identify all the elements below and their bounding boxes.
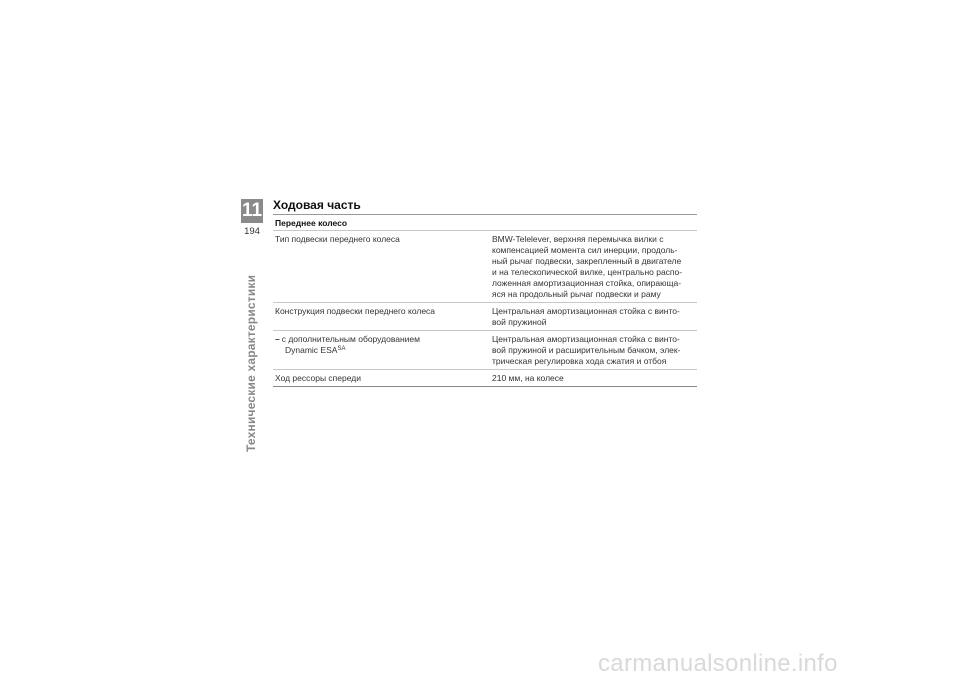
spec-table [273,214,697,387]
row-label [273,334,492,367]
value-line: ложенная амортизационная стойка, опирающа- [492,278,682,288]
value-line: BMW-Telelever, верхняя перемычка вилки с [492,234,664,244]
watermark: carmanualsonline.info [598,650,838,677]
label-line [275,334,492,345]
row-label: Конструкция подвески переднего колеса [275,306,436,316]
chapter-number-badge: 11 [241,200,263,221]
label-text: Dynamic ESA [285,345,338,355]
row-value [492,306,697,328]
table-row [273,370,697,387]
row-label: Ход рессоры спереди [275,373,361,383]
value-line: вой пружиной и расширительным бачком, элек- [492,345,681,355]
value-line: компенсацией момента сил инерции, продоль- [492,245,678,255]
table-heading: Переднее колесо [273,215,697,231]
row-value [492,334,697,367]
dash-marker: – [275,334,280,344]
value-line: вой пружиной [492,317,547,327]
table-row [273,331,697,370]
row-value [492,373,697,384]
row-value [492,234,697,300]
chapter-side-title: Технические характеристики [244,274,258,452]
value-line: 210 мм, на колесе [492,373,564,383]
value-line: трическая регулировка хода сжатия и отбоя [492,356,667,366]
value-line: и на телескопической вилке, центрально распо- [492,267,683,277]
value-line: Центральная амортизационная стойка с винто- [492,306,680,316]
row-label: Тип подвески переднего колеса [275,234,400,244]
page-number: 194 [244,226,260,237]
section-title: Ходовая часть [273,198,361,212]
sa-superscript: SA [337,346,346,352]
label-text: с дополнительным оборудованием [281,334,420,344]
label-line [275,345,492,356]
table-row [273,303,697,331]
value-line: яся на продольный рычаг подвески и раму [492,289,661,299]
table-row [273,231,697,303]
value-line: Центральная амортизационная стойка с винто- [492,334,680,344]
value-line: ный рычаг подвески, закрепленный в двигателе [492,256,682,266]
